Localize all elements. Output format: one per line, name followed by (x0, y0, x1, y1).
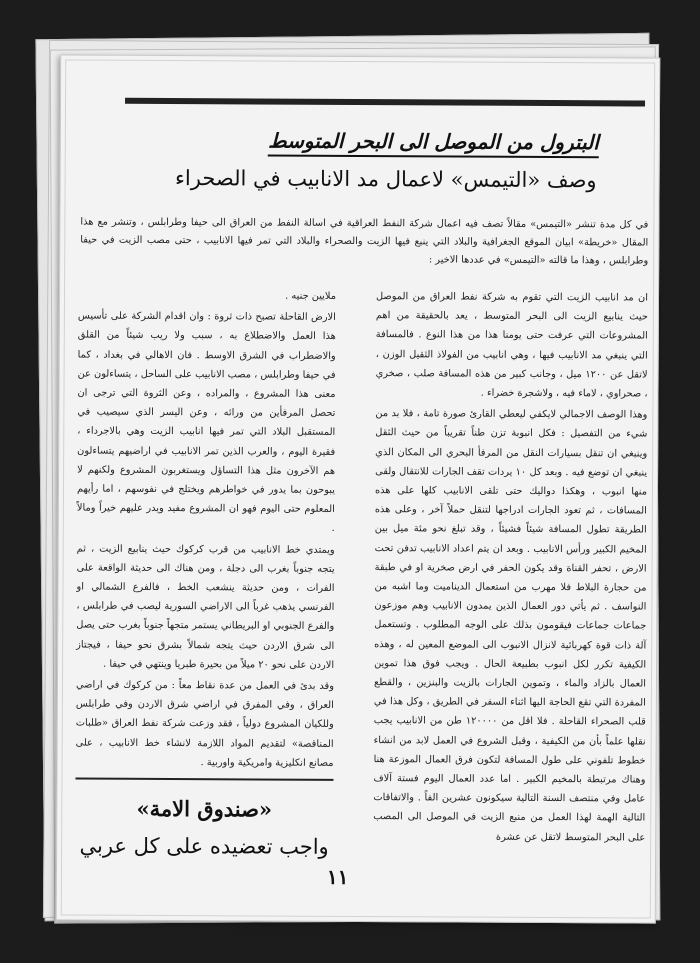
left-column (76, 286, 337, 775)
paragraph: الارض القاحلة تصبح ذات ثروة : وان اقدام الشركة على تأسيس هذا العمل والاضطلاع به ، سبب ولا ريب شيئاً من القلق والاضطراب في الشرق الاوسط . فان الاهالي في بغداد ، كما في حيفا وطرابلس ، مصب الانابيب على الساحل ، يتساءلون عن معنى هذا المشروع ، والمراده ، وعن الثروة التي ترجى ان تحصل المرفأين من ورائه ، وعن اليسر الذي سيصيب في المستقبل البلاد التي تمر فيها انابيب الزيت وهي بالاجرداء ، فقيرة اليوم ، والعرب الذين تمر الانابيب في اراضيهم يتساءلون هم الآخرون مثل هذا التساؤل ويستغربون المشروع ولكنهم لا يبوحون بما يدور في خواطرهم ويختلج في نفوسهم ، اما رأيهم المعلوم حتى اليوم فهو ان المشروع مفيد ويدر عليهم خيراً ومالاً . (76, 310, 336, 535)
paragraph: ان مد انابيب الزيت التي تقوم به شركة نفط العراق من الموصل حيث ينابيع الزيت الى البحر المتوسط ، يعد بالحقيقة من اهم المشروعات التي عرفت حتى يومنا هذا من هذا النوع . فالمسافة التي ينبغي مد الانابيب فيها ، وهي انابيب من الفولاذ الثقيل الوزن ، لاتقل عن ١٢٠٠ ميل ، وجانب كبير من هذه المسافة صلب ، صخري ، صحراوي ، لاماء فيه ، ولاشجرة خضراء . (375, 291, 649, 400)
article-title: البترول من الموصل الى البحر المتوسط (268, 129, 599, 159)
paragraph: وهذا الوصف الاجمالي لايكفي ليعطي القارئ صورة تامة ، فلا بد من شيء من التفصيل : فكل انبوبة تزن طناً تقريباً من حيث الثقل وينبغي ان تنقل بسيارات النقل من المرفأ البحري الى المكان الذي ينبغي ان توضع فيه . وبعد كل ١٠ يردات تقف الجارات للانتقال ولقى منها انبوب ، وهكذا دواليك حتى تلقى الانابيب كلها على هذه المسافات ، ثم تعود الجارات ادراجها لتنقل حملاً آخر ، وعلى هذه الطريقة تطول المسافة شيئاً فشيئاً ، وقد تبلغ نحو مئة ميل بين المخيم الكبير ورأس الانابيب . وبعد ان يتم اعداد الانابيب تدفن تحت الارض ، تحفر القناة وقد يكون الحفر في ارض صخرية او في طبقة من حجارة البلاط فلا مهرب من استعمال الديناميت وما اشبه من النواسف . ثم يأتي دور العمال الذين يمدون الانابيب وهم موزعون جماعات جماعات فيقومون بذلك على الوجه المطلوب . وتستعمل آلة ذات قوة كهربائية لانزال الانبوب الى الموضع المعين له ، وهذه الكيفية تكرر لكل انبوب بطبيعة الحال . ويجب فوق هذا تموين العمال بالزاد والماء ، وتموين الجارات بالزيت والبنزين ، والقطع المفردة التي تقع الحاجة اليها اثناء السفر في الطريق ، وكل هذا في قلب الصحراء القاحلة . فلا اقل من ١٢٠٠٠٠ طن من الانابيب يجب نقلها علماً بأن من الكيفية ، وقبل الشروع في العمل لابد من انشاء خطوط تلفوني على طول المسافة لتكون فرق العمال الموزعة هنا وهناك مرتبطة بالمخيم الكبير . اما عدد العمال اليوم فستة آلاف عامل وفي منتصف السنة التالية سيكونون عشرين الفاً . والاتفاقات التالية الهمة لهذا العمل من منبع الزيت في الموصل الى المصب على البحر المتوسط لاتقل عن عشرة (373, 408, 648, 844)
article-intro: في كل مدة تنشر «التيمس» مقالاً تصف فيه اعمال شركة النفط العراقية في اسالة النفط من العراق الى حيفا وطرابلس ، وتنشر مع هذا المقال «خريطة» ابيان الموقع الجغرافية والبلاد التي ينبع فيها الزيت والصحراء والبلاد التي تمر فيها الانابيب ، حتى مصب الزيت في حيفا وطرابلس ، وهذا ما قالته «التيمس» في عددها الاخير : (80, 216, 649, 267)
page-number: ١١ (326, 864, 349, 889)
right-column (373, 287, 648, 849)
paragraph: وقد بدئ في العمل من عدة نقاط معاً : من كركوك في اراضي العراق ، وفي المفرق في اراضي شرق الاردن وفي طرابلس وللكيان المشروع دولياً ، فقد وزعت شركة نفط العراق «طلبات المناقصة» لتقديم المواد اللازمة لانشاء خط الانابيب ، على مصانع انكليزية وامريكية واوربية . (75, 679, 334, 769)
box-subtitle: واجب تعضيده على كل عربي (79, 833, 329, 859)
document-page (56, 54, 661, 923)
paragraph: ملايين جنيه . (285, 290, 337, 302)
header-rule (125, 98, 645, 107)
box-divider (75, 778, 333, 781)
article-subtitle: وصف «التيمس» لاعمال مد الانابيب في الصحراء (175, 166, 597, 193)
paragraph: ويمتدي خط الانابيب من قرب كركوك حيث ينابيع الزيت ، ثم يتجه جنوباً بغرب الى دجلة ، ومن هناك الى حديثة الواقعة على الفرات ، ومن حديثة ينشعب الخط ، فالفرع الشمالي او الفرنسي يذهب غرباً الى الاراضي السورية ليصب في طرابلس ، والفرع الجنوبي او البريطاني يستمر متجهاً جنوباً بغرب حتى يصل الى شرق الاردن حيث يتجه شمالاً بشرق نحو حيفا ، فيجتاز الاردن على نحو ٢٠ ميلاً من بحيرة طبريا وينتهي في حيفا . (76, 543, 335, 671)
box-title: «صندوق الامة» (136, 795, 273, 822)
